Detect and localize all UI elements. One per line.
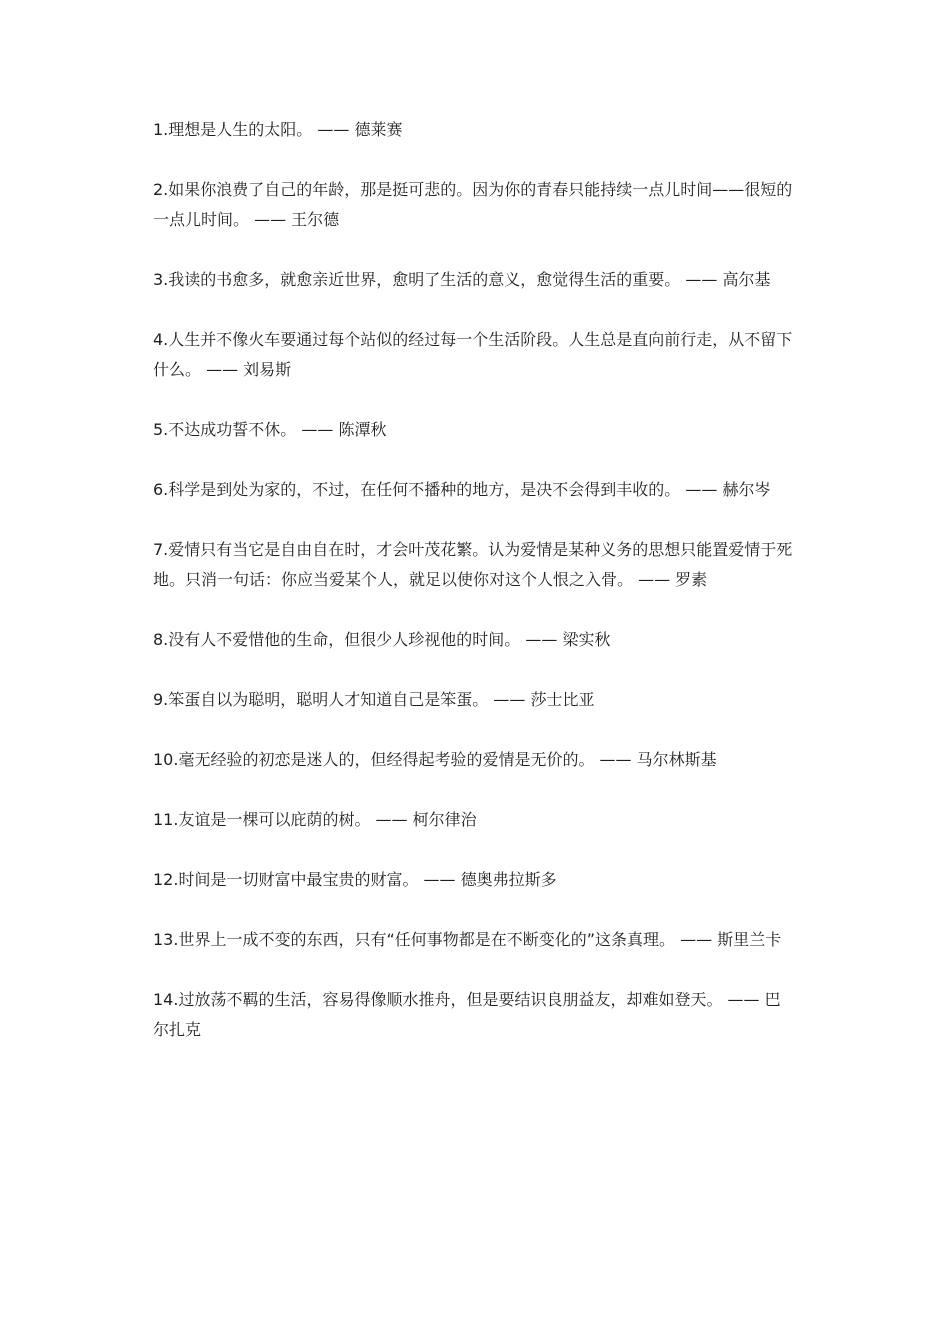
quote-item: 4.人生并不像火车要通过每个站似的经过每一个生活阶段。人生总是直向前行走，从不留下什么。 —— 刘易斯 [153,330,793,379]
quote-list [153,115,796,1075]
quote-item: 9.笨蛋自以为聪明，聪明人才知道自己是笨蛋。 —— 莎士比亚 [153,690,595,709]
quote-item: 5.不达成功誓不休。 —— 陈潭秋 [153,420,387,439]
quote-item: 8.没有人不爱惜他的生命，但很少人珍视他的时间。 —— 梁实秋 [153,630,611,649]
quote-item: 12.时间是一切财富中最宝贵的财富。 —— 德奥弗拉斯多 [153,870,557,889]
quote-item: 11.友谊是一棵可以庇荫的树。 —— 柯尔律治 [153,810,477,829]
quote-item: 10.毫无经验的初恋是迷人的，但经得起考验的爱情是无价的。 —— 马尔林斯基 [153,750,717,769]
quote-item: 1.理想是人生的太阳。 —— 德莱赛 [153,120,403,139]
quote-item: 13.世界上一成不变的东西，只有“任何事物都是在不断变化的”这条真理。 —— 斯里兰卡 [153,930,782,949]
quote-item: 3.我读的书愈多，就愈亲近世界，愈明了生活的意义，愈觉得生活的重要。 —— 高尔基 [153,270,771,289]
quote-item: 14.过放荡不羁的生活，容易得像顺水推舟，但是要结识良朋益友，却难如登天。 —— 巴尔扎克 [153,990,781,1039]
quote-item: 6.科学是到处为家的，不过，在任何不播种的地方，是决不会得到丰收的。 —— 赫尔岑 [153,480,771,499]
quote-item: 2.如果你浪费了自己的年龄，那是挺可悲的。因为你的青春只能持续一点儿时间——很短的一点儿时间。 —— 王尔德 [153,180,793,229]
quote-item: 7.爱情只有当它是自由自在时，才会叶茂花繁。认为爱情是某种义务的思想只能置爱情于死地。只消一句话：你应当爱某个人，就足以使你对这个人恨之入骨。 —— 罗素 [153,540,793,589]
